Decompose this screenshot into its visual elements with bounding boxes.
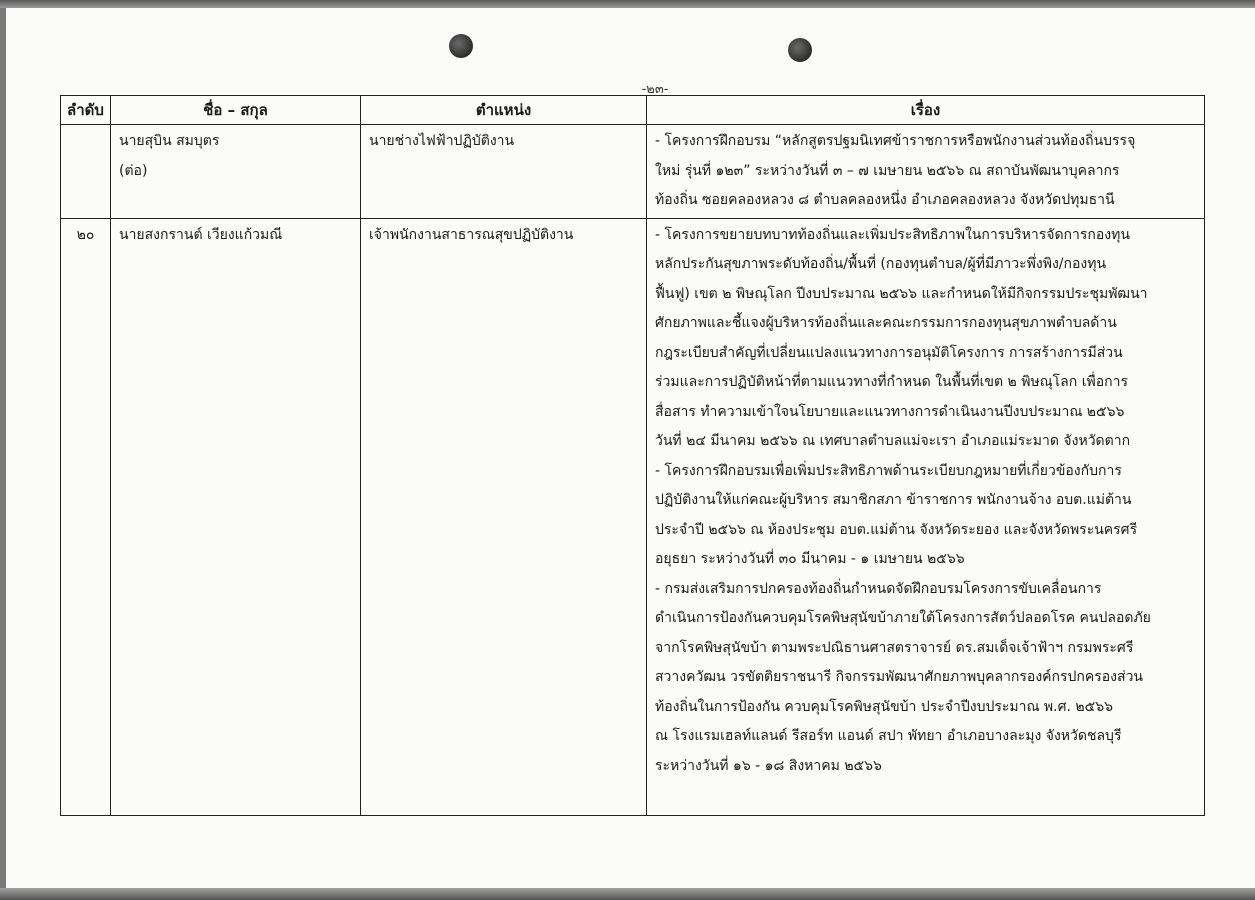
scan-edge-top (0, 0, 1255, 8)
subject-line: กฎระเบียบสำคัญที่เปลี่ยนแปลงแนวทางการอนุมัติโครงการ การสร้างการมีส่วน (655, 344, 1123, 361)
subject-line: ศักยภาพและชี้แจงผู้บริหารท้องถิ่นและคณะกรรมการกองทุนสุขภาพตำบลด้าน (655, 315, 1117, 331)
subject-line: สื่อสาร ทำความเข้าใจนโยบายและแนวทางการดำเนินงานปีงบประมาณ ๒๕๖๖ (655, 403, 1125, 420)
name-cell (111, 125, 361, 219)
subject-line: จากโรคพิษสุนัขบ้า ตามพระปณิธานศาสตราจารย์ ดร.สมเด็จเจ้าฟ้าฯ กรมพระศรี (655, 639, 1134, 656)
name-line: (ต่อ) (119, 162, 148, 179)
name-line: นายสงกรานต์ เวียงแก้วมณี (119, 226, 283, 243)
subject-line: ณ โรงแรมเฮลท์แลนด์ รีสอร์ท แอนด์ สปา พัทยา อำเภอบางละมุง จังหวัดชลบุรี (655, 728, 1122, 744)
scan-edge-bottom (0, 888, 1255, 900)
subject-line: - กรมส่งเสริมการปกครองท้องถิ่นกำหนดจัดฝึกอบรมโครงการขับเคลื่อนการ (655, 580, 1102, 597)
subject-line: ใหม่ รุ่นที่ ๑๒๓” ระหว่างวันที่ ๓ – ๗ เมษายน ๒๕๖๖ ณ สถาบันพัฒนาบุคลากร (655, 162, 1120, 179)
header-subject: เรื่อง (647, 96, 1205, 125)
subject-line: อยุธยา ระหว่างวันที่ ๓๐ มีนาคม - ๑ เมษายน ๒๕๖๖ (655, 551, 965, 567)
header-position: ตำแหน่ง (361, 96, 647, 125)
subject-line: สวางควัฒน วรขัตติยราชนารี กิจกรรมพัฒนาศักยภาพบุคลากรองค์กรปกครองส่วน (655, 669, 1143, 685)
position-cell: เจ้าพนักงานสาธารณสุขปฏิบัติงาน (361, 218, 647, 815)
name-cell (111, 218, 361, 815)
subject-line: หลักประกันสุขภาพระดับท้องถิ่น/พื้นที่ (กองทุนตำบล/ผู้ที่มีภาวะพึ่งพิง/กองทุน (655, 256, 1107, 272)
header-no: ลำดับ (61, 96, 111, 125)
row-number (61, 125, 111, 219)
personnel-training-table (60, 95, 1205, 816)
subject-line: ร่วมและการปฏิบัติหน้าที่ตามแนวทางที่กำหนด ในพื้นที่เขต ๒ พิษณุโลก เพื่อการ (655, 374, 1128, 390)
subject-line: ระหว่างวันที่ ๑๖ - ๑๘ สิงหาคม ๒๕๖๖ (655, 757, 882, 774)
subject-line: ปฏิบัติงานให้แก่คณะผู้บริหาร สมาชิกสภา ข้าราชการ พนักงานจ้าง อบต.แม่ต้าน (655, 492, 1132, 508)
subject-line: วันที่ ๒๔ มีนาคม ๒๕๖๖ ณ เทศบาลตำบลแม่จะเรา อำเภอแม่ระมาด จังหวัดตาก (655, 433, 1131, 449)
subject-line: - โครงการขยายบทบาทท้องถิ่นและเพิ่มประสิทธิภาพในการบริหารจัดการกองทุน (655, 226, 1130, 243)
table-row (61, 218, 1205, 815)
header-name: ชื่อ – สกุล (111, 96, 361, 125)
row-number: ๒๐ (61, 218, 111, 815)
punch-hole-left (449, 34, 473, 58)
table-header-row (61, 96, 1205, 125)
subject-line: ท้องถิ่นในการป้องกัน ควบคุมโรคพิษสุนัขบ้า ประจำปีงบประมาณ พ.ศ. ๒๕๖๖ (655, 698, 1113, 715)
table-row (61, 125, 1205, 219)
page-number: -๒๓- (641, 82, 669, 97)
subject-line: ฟื้นฟู) เขต ๒ พิษณุโลก ปีงบประมาณ ๒๕๖๖ และกำหนดให้มีกิจกรรมประชุมพัฒนา (655, 285, 1148, 302)
punch-hole-right (788, 38, 812, 62)
name-line: นายสุบิน สมบุตร (119, 133, 220, 149)
subject-cell (647, 218, 1205, 815)
subject-line: - โครงการฝึกอบรมเพื่อเพิ่มประสิทธิภาพด้านระเบียบกฎหมายที่เกี่ยวข้องกับการ (655, 462, 1122, 479)
subject-line: ดำเนินการป้องกันควบคุมโรคพิษสุนัขบ้าภายใต้โครงการสัตว์ปลอดโรค คนปลอดภัย (655, 610, 1151, 626)
subject-line: ประจำปี ๒๕๖๖ ณ ห้องประชุม อบต.แม่ต้าน จังหวัดระยอง และจังหวัดพระนครศรี (655, 521, 1138, 538)
subject-line: ท้องถิ่น ซอยคลองหลวง ๘ ตำบลคลองหนึ่ง อำเภอคลองหลวง จังหวัดปทุมธานี (655, 192, 1115, 208)
subject-cell (647, 125, 1205, 219)
subject-line: - โครงการฝึกอบรม “หลักสูตรปฐมนิเทศข้าราชการหรือพนักงานส่วนท้องถิ่นบรรจุ (655, 133, 1136, 149)
position-cell: นายช่างไฟฟ้าปฏิบัติงาน (361, 125, 647, 219)
